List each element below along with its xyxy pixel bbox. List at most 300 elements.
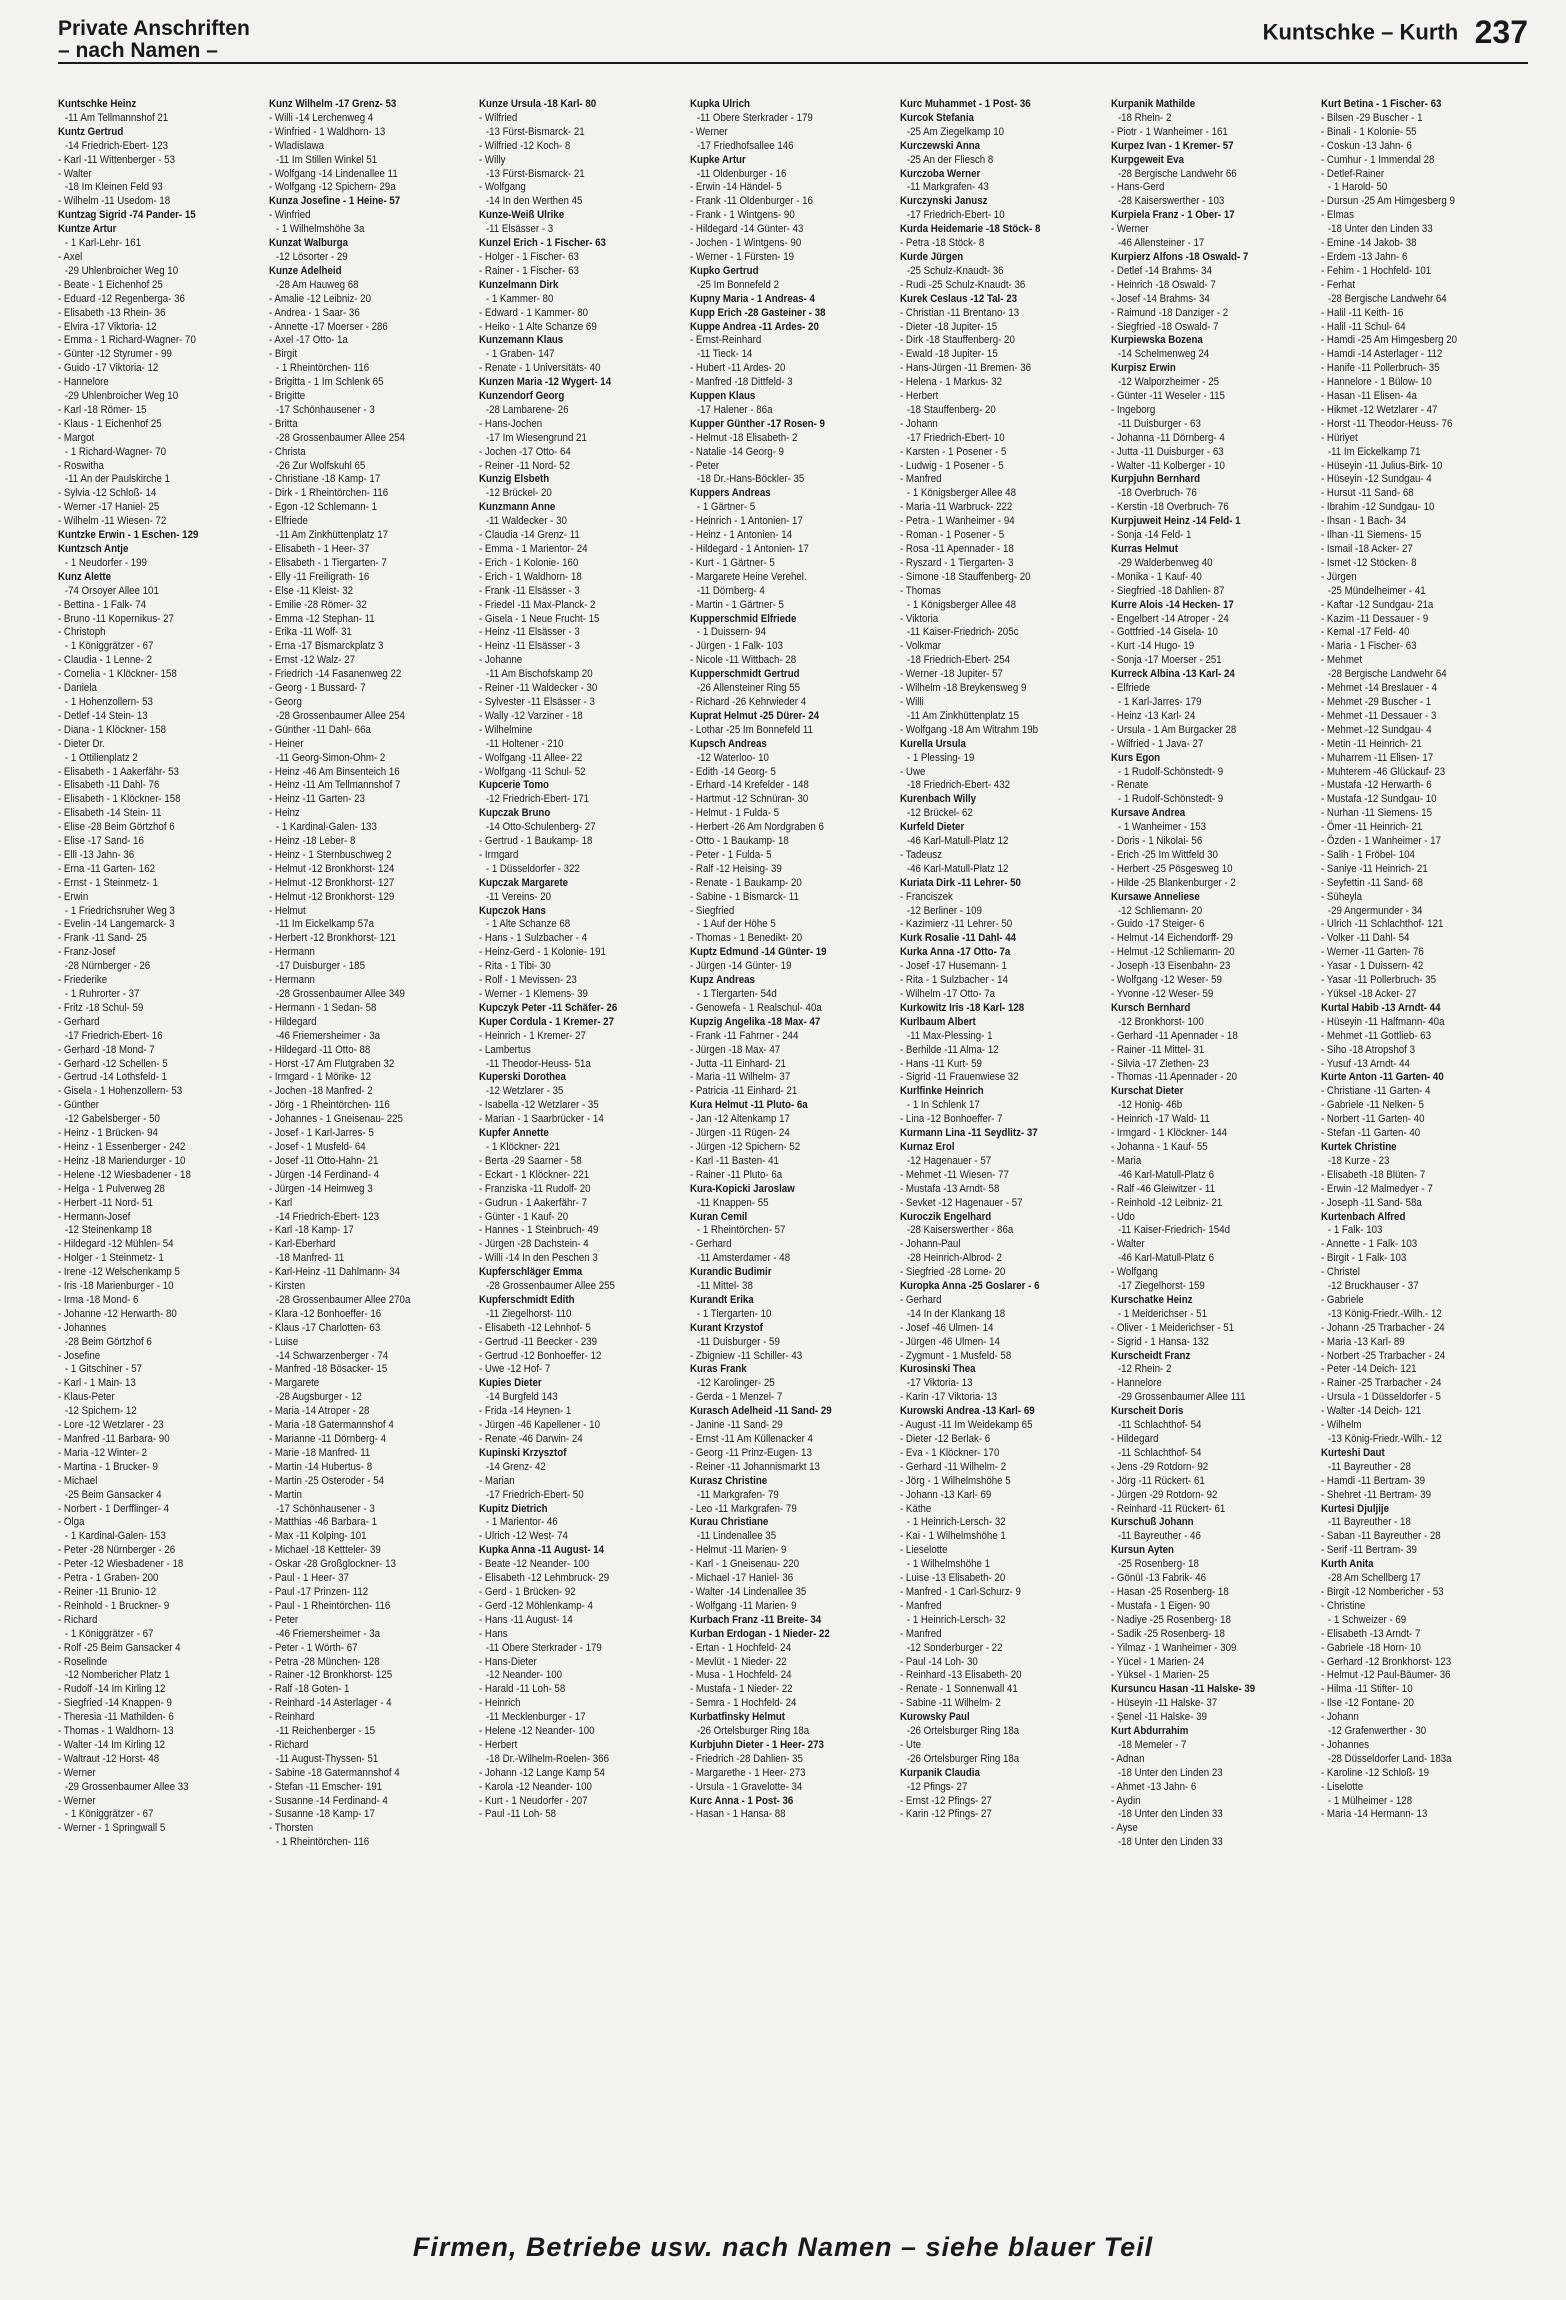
directory-entry: - Thorsten: [268, 1822, 313, 1835]
directory-entry: - August -11 Im Weidekamp 65: [900, 1419, 1033, 1432]
directory-entry: - Ute: [900, 1738, 922, 1751]
directory-entry: - 1 Heinrich-Lersch- 32: [907, 1613, 1007, 1626]
directory-entry: - Heinz-Gerd - 1 Kolonie- 191: [479, 946, 607, 959]
directory-entry: - Ernst -12 Pfings- 27: [900, 1794, 993, 1807]
directory-entry-surname: Kupcerie Tomo: [479, 779, 550, 792]
directory-entry: - Dieter Dr.: [58, 737, 105, 750]
directory-column: [900, 98, 1103, 2218]
directory-entry: - Peter: [689, 459, 719, 472]
directory-entry-surname: Kunze Ursula -18 Karl- 80: [479, 98, 597, 110]
directory-entry: - Hans-Jochen: [479, 417, 543, 430]
directory-entry: - Ibrahim -12 Sundgau- 10: [1321, 501, 1435, 514]
directory-entry: - Viktoria: [900, 612, 939, 625]
directory-entry: -14 In der Klankang 18: [907, 1307, 1006, 1320]
directory-entry: - Frida -14 Heynen- 1: [479, 1405, 572, 1418]
directory-entry-surname: Kurella Ursula: [900, 737, 967, 750]
directory-entry: - Willi -14 In den Peschen 3: [479, 1252, 598, 1265]
directory-entry: -18 Im Kleinen Feld 93: [64, 181, 163, 194]
directory-entry-surname: Kurek Ceslaus -12 Tal- 23: [900, 292, 1018, 305]
directory-entry: - Gabriele -11 Nelken- 5: [1321, 1099, 1425, 1112]
directory-entry: - Karsten - 1 Posener - 5: [900, 445, 1007, 458]
directory-entry: - Marian - 1 Saarbrücker - 14: [479, 1113, 604, 1126]
directory-entry: - 1 Heinrich-Lersch- 32: [907, 1516, 1007, 1529]
directory-entry: - Wilfried -12 Koch- 8: [479, 139, 571, 152]
directory-entry: - Dirk -18 Stauffenberg- 20: [900, 334, 1016, 347]
directory-entry: - Josef -17 Husemann- 1: [900, 960, 1008, 973]
directory-entry: - Beate -12 Neander- 100: [479, 1558, 590, 1571]
directory-entry-surname: Kuriata Dirk -11 Lehrer- 50: [900, 876, 1022, 889]
directory-entry: - Renate -46 Darwin- 24: [479, 1433, 583, 1445]
section-title-line2: – nach Namen –: [58, 39, 218, 62]
directory-entry: -17 Friedrich-Ebert- 16: [64, 1029, 163, 1042]
directory-entry: - Kemal -17 Feld- 40: [1321, 626, 1411, 639]
directory-entry: - Oskar -28 Großglockner- 13: [268, 1558, 396, 1571]
directory-entry: -14 Otto-Schulenberg- 27: [486, 821, 596, 834]
directory-entry: -11 Im Stillen Winkel 51: [275, 153, 377, 166]
directory-entry: - Maria -11 Warbruck- 222: [900, 501, 1013, 514]
directory-entry: - Jürgen -46 Ulmen- 14: [900, 1335, 1001, 1348]
directory-entry: -17 Friedrich-Ebert- 10: [907, 431, 1005, 444]
directory-entry-surname: Kuroczik Engelhard: [900, 1210, 992, 1223]
directory-entry: -26 Ortelsburger Ring 18a: [907, 1725, 1020, 1738]
directory-entry: -18 Unter den Linden 33: [1117, 1808, 1223, 1821]
directory-entry: -11 Duisburger - 63: [1117, 417, 1201, 430]
directory-entry: - Renate - 1 Universitäts- 40: [479, 362, 601, 375]
directory-entry: - Hildegard: [268, 1015, 317, 1028]
directory-entry-surname: Kurschat Dieter: [1110, 1085, 1184, 1098]
directory-entry: - 1 Ottilienplatz 2: [64, 751, 138, 764]
directory-entry: - Seyfettin -11 Sand- 68: [1321, 876, 1424, 889]
directory-entry: - Hermann-Josef: [58, 1210, 131, 1223]
directory-entry: - Hannes - 1 Steinbruch- 49: [479, 1224, 599, 1237]
directory-entry: -18 Manfred- 11: [275, 1252, 344, 1265]
directory-entry: - Hasan -25 Rosenberg- 18: [1110, 1585, 1229, 1598]
directory-entry-surname: Kupka Ulrich: [689, 98, 750, 110]
directory-entry: - Wolfgang -11 Schul- 52: [479, 765, 586, 778]
directory-entry: - Birgit: [268, 348, 297, 361]
directory-entry: - Holger - 1 Fischer- 63: [479, 250, 580, 263]
directory-entry: - Petra - 1 Graben- 200: [58, 1572, 159, 1585]
directory-entry: - Mustafa -12 Sundgau- 10: [1321, 793, 1438, 806]
directory-entry: - Martin - 1 Gärtner- 5: [689, 598, 784, 611]
directory-entry-surname: Kunzel Erich - 1 Fischer- 63: [479, 237, 607, 250]
directory-entry: - 1 Königgrätzer - 67: [64, 1808, 154, 1821]
directory-entry: - Dursun -25 Am Himgesberg 9: [1321, 195, 1456, 208]
directory-entry-surname: Kunze-Weiß Ulrike: [479, 209, 565, 222]
directory-entry: - Heinz -11 Am Tellmannshof 7: [268, 779, 400, 792]
directory-entry: - Kirsten: [268, 1280, 305, 1293]
directory-entry: - Margot: [58, 431, 95, 444]
directory-entry-surname: Kunzendorf Georg: [479, 390, 565, 403]
directory-entry-surname: Kurt Betina - 1 Fischer- 63: [1321, 98, 1442, 110]
directory-entry: - Ursula - 1 Düsseldorfer - 5: [1321, 1391, 1442, 1404]
directory-entry: - Wilfried - 1 Java- 27: [1110, 737, 1204, 750]
directory-entry: -11 Mecklenburger - 17: [486, 1711, 586, 1724]
directory-entry: - 1 Alte Schanze 68: [486, 918, 571, 931]
directory-entry-surname: Kupp Erich -28 Gasteiner - 38: [689, 306, 826, 319]
directory-entry: - Gönül -13 Fabrik- 46: [1110, 1572, 1206, 1585]
directory-entry: - Detlef-Rainer: [1321, 167, 1385, 180]
directory-entry: - Ernst - 1 Steinmetz- 1: [58, 876, 158, 889]
directory-entry: - Erwin: [58, 890, 89, 903]
directory-entry: - Reiner -11 Waldecker - 30: [479, 682, 598, 695]
directory-entry: - Karl -18 Kamp- 17: [268, 1224, 354, 1237]
directory-entry: -28 Grossenbaumer Allee 254: [275, 431, 405, 444]
directory-entry: -26 Ortelsburger Ring 18a: [696, 1725, 809, 1738]
directory-entry: - Ursula - 1 Gravelotte- 34: [689, 1780, 803, 1793]
directory-column: [479, 98, 682, 2218]
directory-entry: -28 Grossenbaumer Allee 270a: [275, 1293, 410, 1306]
directory-entry: - Karl -11 Wittenberger - 53: [58, 153, 176, 166]
directory-entry: - Elise -17 Sand- 16: [58, 835, 144, 848]
directory-entry: - Doris - 1 Nikolai- 56: [1110, 835, 1203, 848]
directory-entry: - Diana - 1 Klöckner- 158: [58, 723, 167, 736]
directory-entry: - Mustafa -12 Herwarth- 6: [1321, 779, 1433, 792]
directory-entry: - Yüksel -18 Acker- 27: [1321, 988, 1417, 1000]
directory-entry: - Oliver - 1 Meiderichser - 51: [1110, 1321, 1234, 1334]
directory-entry: - Frank -11 Sand- 25: [58, 932, 147, 945]
directory-entry: - Thomas: [900, 584, 942, 597]
directory-entry: - Reiner -11 Brunio- 12: [58, 1585, 157, 1598]
directory-entry: - Petra - 1 Wanheimer - 94: [900, 515, 1015, 528]
directory-entry: - 1 Königgrätzer - 67: [64, 640, 154, 653]
directory-entry: -28 Nürnberger - 26: [64, 960, 151, 973]
directory-entry: - Ernst-Reinhard: [689, 334, 762, 347]
directory-entry: - Werner -18 Jupiter- 57: [900, 668, 1004, 681]
directory-entry: - Margarete Heine Verehel.: [689, 570, 807, 583]
directory-entry: -14 Schwarzenberger - 74: [275, 1349, 388, 1362]
directory-entry: - Friedel -11 Max-Planck- 2: [479, 598, 596, 611]
directory-entry: - Salih - 1 Fröbel- 104: [1321, 848, 1416, 861]
directory-entry: - Johann-Paul: [900, 1238, 961, 1251]
directory-entry: - Manfred -18 Bösacker- 15: [268, 1363, 387, 1376]
directory-entry: - Hasan - 1 Hansa- 88: [689, 1808, 786, 1821]
directory-entry: - Manfred: [900, 473, 942, 486]
directory-entry-surname: Kuran Cemil: [689, 1210, 747, 1223]
directory-entry: - Serif -11 Bertram- 39: [1321, 1544, 1418, 1557]
directory-entry: -28 Grossenbaumer Allee 255: [486, 1280, 616, 1293]
directory-entry: - Jan -12 Altenkamp 17: [689, 1113, 790, 1126]
directory-entry: - Helena - 1 Markus- 32: [900, 376, 1003, 389]
directory-entry: - Wolfgang -12 Spichern- 29a: [268, 181, 396, 194]
directory-entry: - Fehim - 1 Hochfeld- 101: [1321, 264, 1432, 277]
directory-entry: - Hüseyin -11 Halfmann- 40a: [1321, 1015, 1445, 1028]
directory-entry: - Siegfried -18 Dahlien- 87: [1110, 584, 1225, 597]
directory-entry: - Martina - 1 Brucker- 9: [58, 1460, 158, 1473]
directory-entry: - Heinz -11 Elsässer - 3: [479, 640, 580, 653]
directory-entry: -28 Lambarene- 26: [486, 403, 569, 416]
directory-entry-surname: Kurosinski Thea: [900, 1363, 976, 1376]
directory-entry: - Sigrid - 1 Hansa- 132: [1110, 1335, 1209, 1348]
directory-entry: - Binali - 1 Kolonie- 55: [1321, 125, 1418, 138]
directory-entry: -17 Schönhausener - 3: [275, 1502, 375, 1515]
directory-entry: - Kai - 1 Wilhelmshöhe 1: [900, 1530, 1007, 1543]
directory-entry: - Simone -18 Stauffenberg- 20: [900, 570, 1031, 583]
directory-entry: - Zygmunt - 1 Musfeld- 58: [900, 1349, 1012, 1362]
directory-entry: -11 August-Thyssen- 51: [275, 1752, 378, 1765]
directory-entry-surname: Kursch Bernhard: [1110, 1001, 1191, 1014]
directory-entry: - Reinhard -13 Elisabeth- 20: [900, 1669, 1022, 1682]
directory-entry: - Jens -29 Rotdorn- 92: [1110, 1460, 1209, 1473]
directory-entry: -26 Ortelsburger Ring 18a: [907, 1752, 1020, 1765]
directory-entry: - Herbert: [900, 390, 939, 403]
section-title: [58, 18, 250, 62]
directory-entry: - Ilhan -11 Siemens- 15: [1321, 529, 1422, 542]
directory-entry: - Heinrich -18 Oswald- 7: [1110, 278, 1216, 291]
directory-entry: - Jörg -11 Rückert- 61: [1110, 1474, 1205, 1487]
directory-entry: - Johann -25 Trarbacher - 24: [1321, 1321, 1446, 1334]
directory-entry: - Elisabeth - 1 Tiergarten- 7: [268, 556, 387, 569]
directory-entry: - Elfriede: [1110, 682, 1150, 695]
directory-entry: -11 Mittel- 38: [696, 1280, 753, 1293]
directory-entry: -28 Bergische Landwehr 66: [1117, 167, 1237, 180]
directory-entry: - Heiko - 1 Alte Schanze 69: [479, 320, 597, 333]
directory-entry: - Siegfried -14 Knappen- 9: [58, 1697, 172, 1710]
directory-entry: - Sadik -25 Rosenberg- 18: [1110, 1627, 1225, 1640]
directory-entry-surname: Kupczyk Peter -11 Schäfer- 26: [479, 1001, 618, 1014]
directory-entry: - Hamdi -25 Am Himgesberg 20: [1321, 334, 1458, 347]
directory-entry: - Uwe -12 Hof- 7: [479, 1363, 551, 1376]
directory-entry: - Herbert -25 Pösgesweg 10: [1110, 862, 1233, 875]
directory-entry: - Ewald -18 Jupiter- 15: [900, 348, 999, 361]
directory-entry: - Helmut -12 Bronkhorst- 124: [268, 862, 394, 875]
directory-entry: -17 Halener - 86a: [696, 403, 773, 416]
directory-entry: - Winfried - 1 Waldhorn- 13: [268, 125, 385, 138]
directory-entry: - Heinz - 1 Antonien- 14: [689, 529, 792, 542]
directory-entry: -12 Brückel- 20: [486, 487, 552, 500]
directory-entry: - Otto - 1 Baukamp- 18: [689, 835, 789, 848]
directory-entry: - Rita - 1 Sulzbacher - 14: [900, 974, 1009, 987]
directory-entry: -11 Am Tellmannshof 21: [64, 111, 169, 124]
directory-entry: - Rainer -25 Trarbacher - 24: [1321, 1377, 1442, 1390]
directory-entry-surname: Kura Helmut -11 Pluto- 6a: [689, 1099, 808, 1112]
directory-entry: - Max -11 Kolping- 101: [268, 1530, 367, 1543]
directory-entry: - Özden - 1 Wanheimer - 17: [1321, 835, 1442, 848]
directory-entry: - Gertrud -11 Beecker - 239: [479, 1335, 598, 1348]
directory-entry: - Elisabeth -12 Lehnhof- 5: [479, 1321, 591, 1334]
directory-entry: - Joseph -13 Eisenbahn- 23: [1110, 960, 1231, 973]
directory-entry: -11 Ziegelhorst- 110: [486, 1307, 572, 1320]
directory-entry: - Hildegard: [1110, 1433, 1159, 1445]
directory-entry: - Elly -11 Freiligrath- 16: [268, 570, 369, 583]
directory-entry: - Erwin -12 Malmedyer - 7: [1321, 1182, 1434, 1195]
directory-entry: -11 Amsterdamer - 48: [696, 1252, 790, 1265]
directory-entry: - Martin: [268, 1488, 302, 1501]
directory-entry: - 1 Königsberger Allee 48: [907, 598, 1017, 611]
directory-entry: - Kaftar -12 Sundgau- 21a: [1321, 598, 1434, 611]
directory-entry: - Elmas: [1321, 209, 1355, 222]
directory-entry: - Erhard -14 Krefelder - 148: [689, 779, 809, 792]
directory-entry: - Hubert -11 Ardes- 20: [689, 362, 786, 375]
directory-entry: - Helmut -11 Marien- 9: [689, 1544, 787, 1557]
directory-entry: -12 Spichern- 12: [64, 1405, 137, 1418]
directory-entry-surname: Kurschuß Johann: [1110, 1516, 1194, 1529]
directory-entry: - Horst -17 Am Flutgraben 32: [268, 1057, 394, 1070]
directory-entry: - Harald -11 Loh- 58: [479, 1683, 566, 1696]
directory-entry: - Jutta -11 Duisburger - 63: [1110, 445, 1224, 458]
directory-entry: - Heinz - 1 Brücken- 94: [58, 1127, 158, 1140]
directory-entry: - Werner -11 Garten- 76: [1321, 946, 1425, 959]
directory-entry: - Renate - 1 Sonnenwall 41: [900, 1683, 1019, 1696]
directory-entry: - Ryszard - 1 Tiergarten- 3: [900, 556, 1014, 569]
directory-entry: - Nurhan -11 Siemens- 15: [1321, 807, 1433, 820]
directory-entry: - Gisela - 1 Hohenzollern- 53: [58, 1085, 183, 1098]
directory-entry: - Elisabeth -13 Rhein- 36: [58, 306, 166, 319]
directory-entry: - Elisabeth - 1 Heer- 37: [268, 543, 370, 555]
directory-entry: - Amalie -12 Leibniz- 20: [268, 292, 371, 305]
directory-entry: - Semra - 1 Hochfeld- 24: [689, 1697, 797, 1710]
directory-entry: - Hildegard -14 Günter- 43: [689, 223, 804, 236]
directory-entry: - Josef - 1 Karl-Jarres- 5: [268, 1127, 374, 1140]
directory-entry: - Erich - 1 Kolonie- 160: [479, 556, 579, 569]
directory-entry: - Reinhard: [268, 1711, 314, 1724]
directory-entry: - Ulrich -11 Schlachthof- 121: [1321, 918, 1444, 931]
directory-entry: - Stefan -11 Garten- 40: [1321, 1127, 1421, 1140]
directory-entry: - Hamdi -11 Bertram- 39: [1321, 1474, 1426, 1487]
directory-entry: - Yüksel - 1 Marien- 25: [1110, 1669, 1209, 1682]
section-title-line1: Private Anschriften: [58, 17, 250, 40]
directory-entry: - Mehmet: [1321, 654, 1363, 667]
directory-entry-surname: Kupsch Andreas: [689, 737, 767, 750]
page-range-block: [1263, 14, 1528, 51]
directory-entry: - Kerstin -18 Overbruch- 76: [1110, 501, 1229, 514]
directory-entry: - Herbert -26 Am Nordgraben 6: [689, 821, 824, 834]
directory-entry: - Mehmet -11 Gottlieb- 63: [1321, 1029, 1432, 1042]
directory-entry-surname: Kurfeld Dieter: [900, 821, 965, 834]
directory-entry: -14 Burgfeld 143: [486, 1391, 558, 1404]
directory-entry: - Hans-Dieter: [479, 1655, 537, 1668]
directory-entry: - Klaus - 1 Eichenhof 25: [58, 417, 162, 430]
directory-entry-surname: Kurras Helmut: [1110, 543, 1178, 555]
directory-entry: - Helmut -12 Schliemann- 20: [1110, 946, 1235, 959]
directory-entry: - Roselinde: [58, 1655, 108, 1668]
directory-entry-surname: Kurlfinke Heinrich: [900, 1085, 985, 1098]
directory-entry: -18 Memeler - 7: [1117, 1738, 1187, 1751]
directory-entry: - 1 Marientor- 46: [486, 1516, 558, 1529]
directory-entry: - Cumhur - 1 Immendal 28: [1321, 153, 1435, 166]
directory-entry: -12 Honig- 46b: [1117, 1099, 1183, 1112]
directory-entry: -14 Friedrich-Ebert- 123: [275, 1210, 379, 1223]
directory-entry: - Paul - 1 Heer- 37: [268, 1572, 349, 1585]
directory-entry: - Eckart - 1 Klöckner- 221: [479, 1168, 590, 1181]
directory-entry-surname: Kursun Ayten: [1110, 1544, 1174, 1557]
directory-entry: - Franziska -11 Rudolf- 20: [479, 1182, 591, 1195]
directory-entry: - 1 Königgrätzer - 67: [64, 1627, 154, 1640]
directory-entry: - Werner: [58, 1794, 96, 1807]
directory-entry: - Yasar -11 Pollerbruch- 35: [1321, 974, 1437, 987]
directory-entry: -12 Nombericher Platz 1: [64, 1669, 170, 1682]
directory-entry: - 1 Plessing- 19: [907, 751, 975, 764]
directory-entry: - Joseph -11 Sand- 58a: [1321, 1196, 1423, 1209]
directory-entry: -29 Uhlenbroicher Weg 10: [64, 264, 179, 277]
directory-entry-surname: Kurmann Lina -11 Seydlitz- 37: [900, 1127, 1038, 1140]
directory-entry: - Frank -11 Fahrner - 244: [689, 1029, 799, 1042]
directory-entry: - Reiner -11 Nord- 52: [479, 459, 571, 472]
directory-entry: - Paul -14 Loh- 30: [900, 1655, 979, 1668]
directory-entry: - Paul -11 Loh- 58: [479, 1808, 557, 1821]
directory-entry: - Elisabeth -18 Blüten- 7: [1321, 1168, 1426, 1181]
directory-entry: - Birgit -12 Nombericher - 53: [1321, 1585, 1445, 1598]
directory-entry: - Metin -11 Heinrich- 21: [1321, 737, 1423, 750]
directory-entry-surname: Kurda Heidemarie -18 Stöck- 8: [900, 223, 1041, 236]
directory-entry: -14 Schelmenweg 24: [1117, 348, 1210, 361]
directory-entry-surname: Kuntzke Erwin - 1 Eschen- 129: [58, 529, 199, 542]
directory-entry: - Hilma -11 Stifter- 10: [1321, 1683, 1414, 1696]
directory-entry: - Udo: [1110, 1210, 1135, 1223]
directory-entry: - Richard -26 Kehrwieder 4: [689, 695, 806, 708]
directory-entry: - Dieter -12 Berlak- 6: [900, 1433, 991, 1445]
directory-entry: - Jürgen -46 Kapellener - 10: [479, 1419, 601, 1432]
directory-entry: - Raimund -18 Danziger - 2: [1110, 306, 1229, 319]
directory-entry: - Gertrud - 1 Baukamp- 18: [479, 835, 593, 848]
directory-entry: - Yücel - 1 Marien- 24: [1110, 1655, 1205, 1668]
directory-entry: - Reinhard -11 Rückert- 61: [1110, 1502, 1226, 1515]
directory-entry-surname: Kurreck Albina -13 Karl- 24: [1110, 668, 1235, 681]
directory-entry: - Saban -11 Bayreuther - 28: [1321, 1530, 1442, 1543]
directory-entry-surname: Kurre Alois -14 Hecken- 17: [1110, 598, 1234, 611]
directory-entry: - Johanna -11 Dörnberg- 4: [1110, 431, 1225, 444]
directory-entry-surname: Kupperschmidt Gertrud: [689, 668, 800, 681]
directory-entry: -11 Schlachthof- 54: [1117, 1446, 1202, 1459]
directory-entry: - Birgit - 1 Falk- 103: [1321, 1252, 1407, 1265]
directory-entry: - Brigitte: [268, 390, 305, 403]
directory-entry: - Ismail -18 Acker- 27: [1321, 543, 1414, 555]
directory-entry: - Dieter -18 Jupiter- 15: [900, 320, 998, 333]
directory-entry: - Lothar -25 Im Bonnefeld 11: [689, 723, 813, 736]
directory-entry: - Heinrich - 1 Kremer- 27: [479, 1029, 587, 1042]
directory-entry: - Emine -14 Jakob- 38: [1321, 237, 1418, 250]
directory-entry-surname: Kuntze Artur: [58, 223, 117, 236]
directory-entry: - 1 Friedrichsruher Weg 3: [64, 904, 175, 917]
directory-entry: -11 Tieck- 14: [696, 348, 753, 361]
directory-entry: - Georg -11 Prinz-Eugen- 13: [689, 1446, 812, 1459]
directory-entry: - Walter -14 Deich- 121: [1321, 1405, 1422, 1418]
directory-entry: - Christiane -11 Garten- 4: [1321, 1085, 1431, 1098]
directory-entry-surname: Kuptz Edmund -14 Günter- 19: [689, 946, 827, 959]
directory-entry: - 1 Hohenzollern- 53: [64, 695, 153, 708]
directory-entry: - Erich -25 Im Wittfeld 30: [1110, 848, 1218, 861]
directory-entry: - Irmgard: [479, 848, 519, 861]
directory-entry: - Jürgen -28 Dachstein- 4: [479, 1238, 589, 1251]
directory-entry: - Frank - 1 Wintgens- 90: [689, 209, 795, 222]
directory-entry: - Rosa -11 Apennader - 18: [900, 543, 1015, 555]
footer-note: Firmen, Betriebe usw. nach Namen – siehe blauer Teil: [412, 2232, 1154, 2262]
header-rule: [58, 62, 1528, 64]
directory-entry-surname: Kuperski Dorothea: [479, 1071, 567, 1084]
name-range: Kuntschke – Kurth: [1262, 19, 1459, 45]
directory-entry: - Heinz - 1 Essenberger - 242: [58, 1140, 186, 1153]
directory-entry-surname: Kunzelmann Dirk: [479, 278, 559, 291]
directory-entry: - Theresia -11 Mathilden- 6: [58, 1711, 174, 1724]
directory-entry: - Ertan - 1 Hochfeld- 24: [689, 1641, 791, 1654]
directory-entry: - Ralf -46 Gleiwitzer - 11: [1110, 1182, 1215, 1195]
directory-entry: -46 Allensteiner - 17: [1117, 237, 1205, 250]
directory-entry: - Manfred: [900, 1627, 942, 1640]
directory-entry: - Hamdi -14 Asterlager - 112: [1321, 348, 1443, 361]
directory-entry: - Gudrun - 1 Aakerfähr- 7: [479, 1196, 588, 1209]
directory-entry: - Christel: [1321, 1266, 1361, 1279]
directory-entry: - Renate - 1 Baukamp- 20: [689, 876, 802, 889]
directory-entry: -11 Markgrafen- 43: [907, 181, 990, 194]
directory-entry: - Gisela - 1 Neue Frucht- 15: [479, 612, 600, 625]
directory-entry: - Maria -12 Winter- 2: [58, 1446, 148, 1459]
directory-entry: -12 Walporzheimer - 25: [1117, 376, 1219, 389]
directory-entry: - Jürgen -18 Max- 47: [689, 1043, 780, 1056]
directory-entry: - Hermann: [268, 974, 315, 987]
directory-entry: - Renate: [1110, 779, 1149, 792]
directory-entry-surname: Kunzmann Anne: [479, 501, 556, 514]
directory-entry: - Rolf -25 Beim Gansacker 4: [58, 1641, 181, 1654]
